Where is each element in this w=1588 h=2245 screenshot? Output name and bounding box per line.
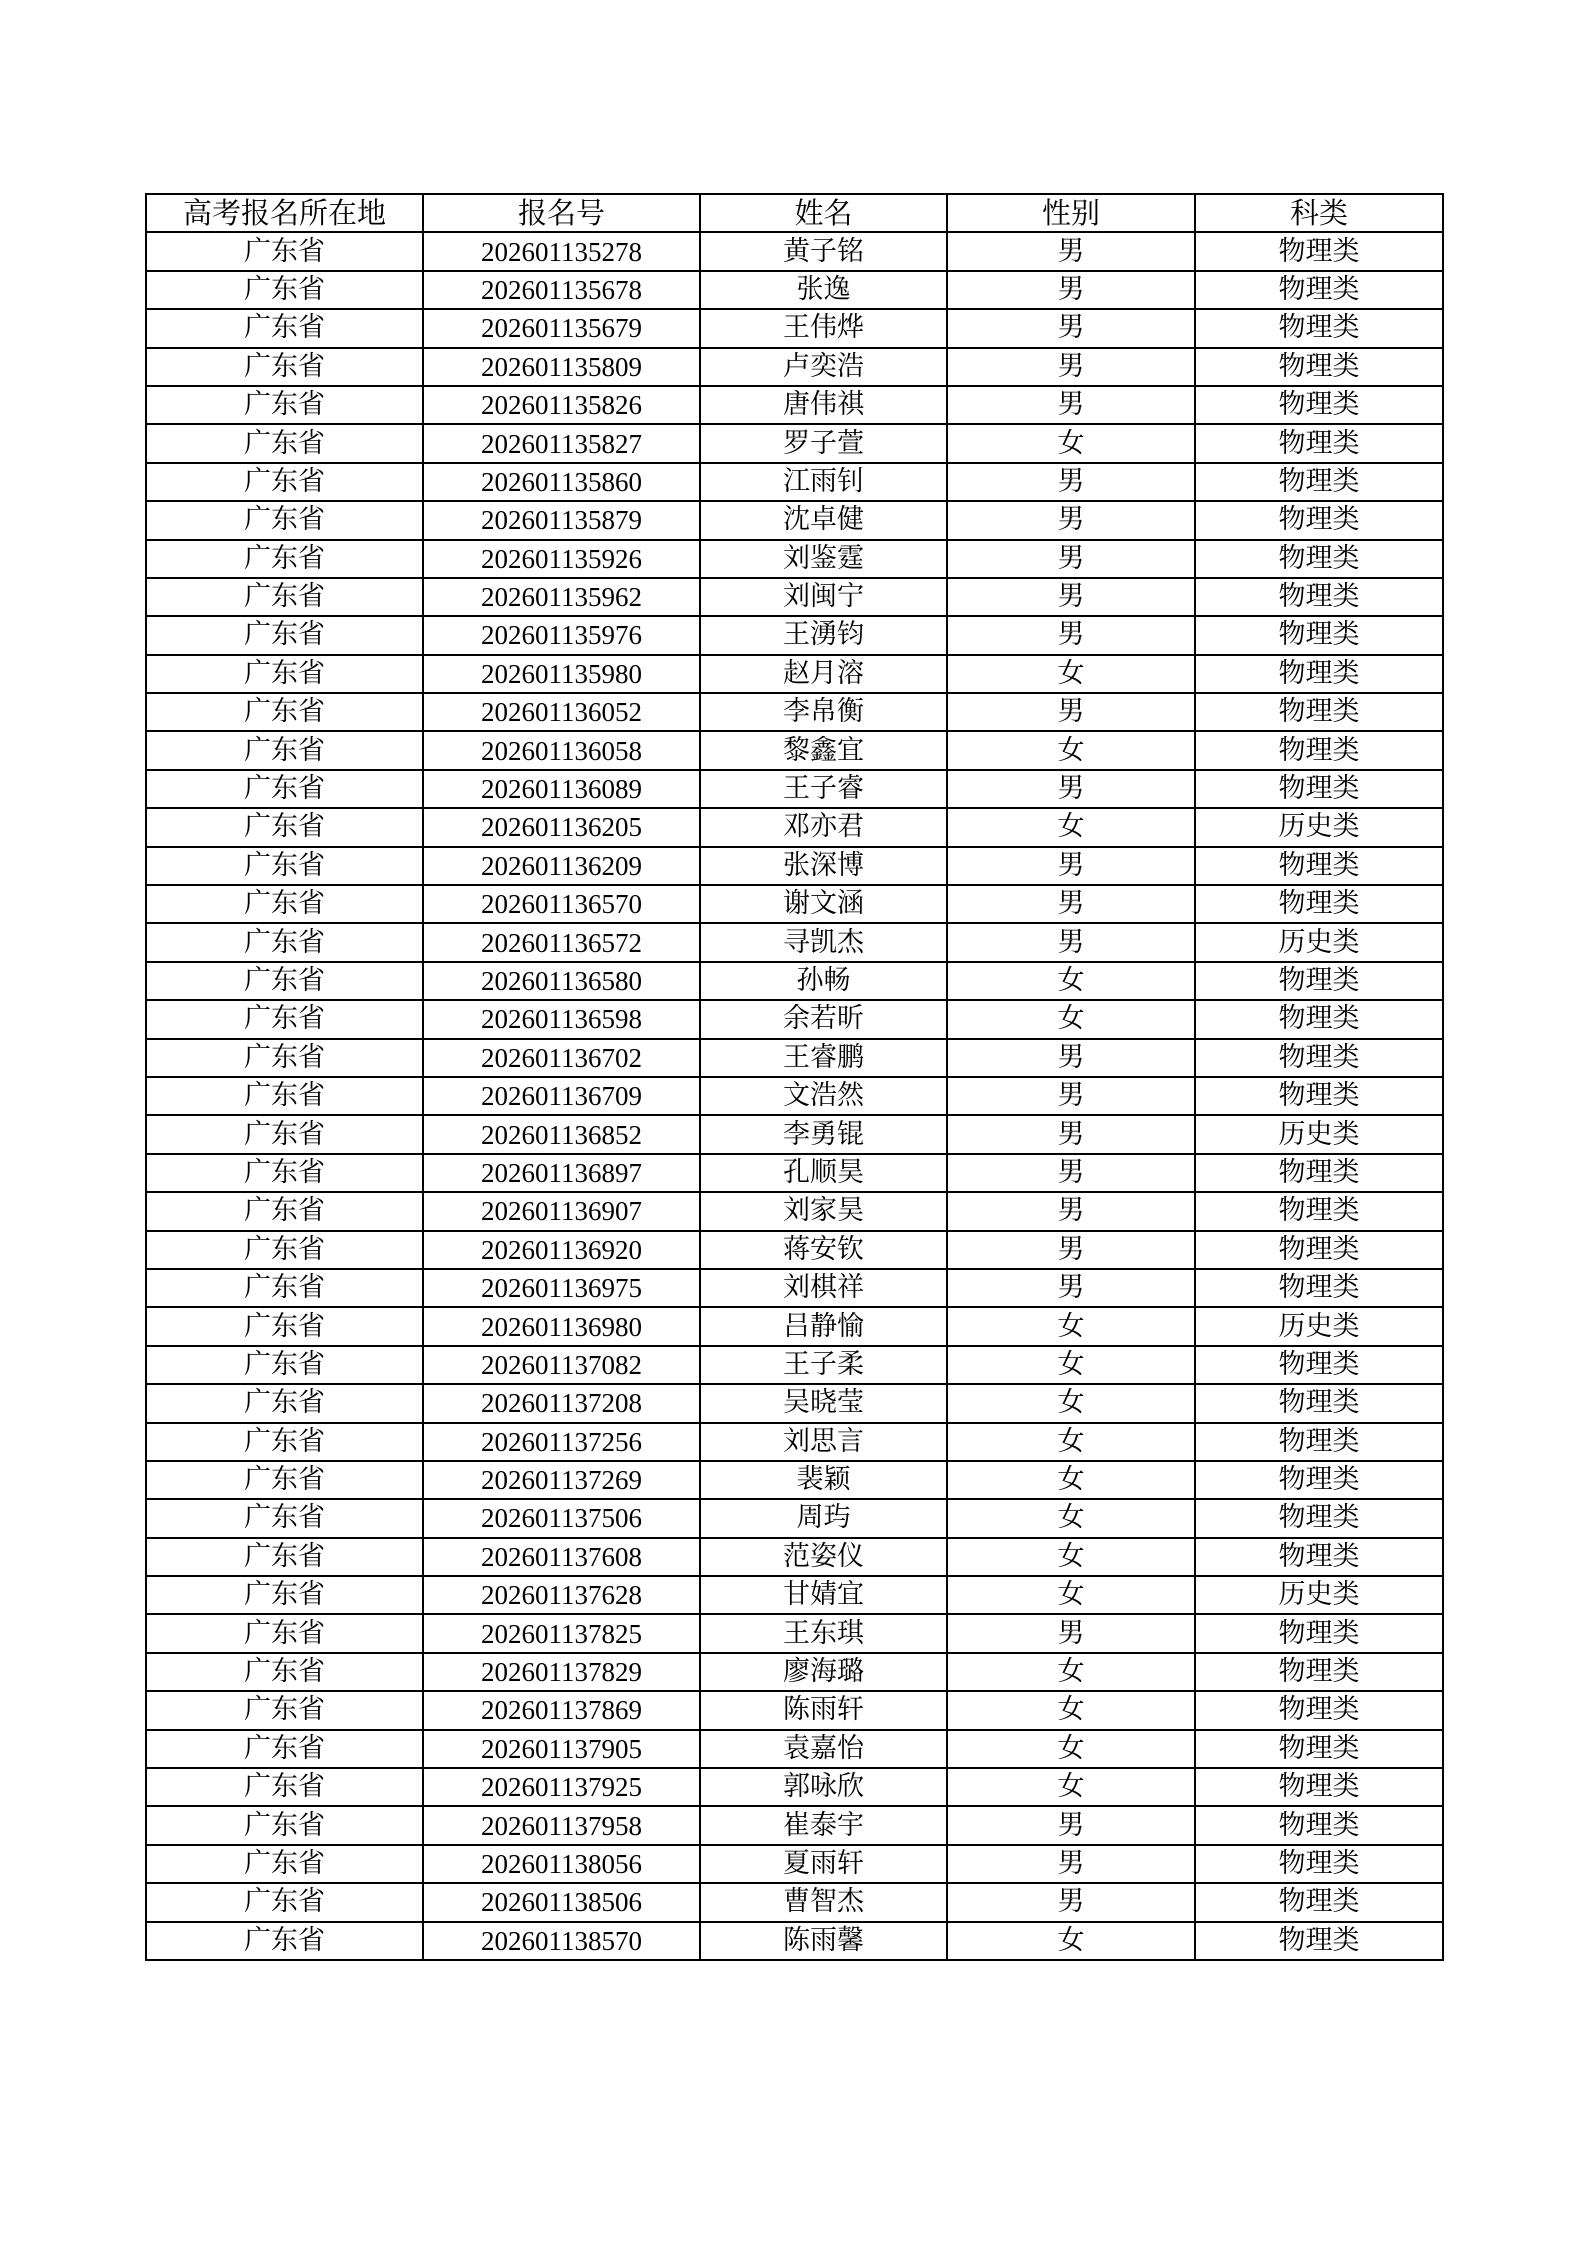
registration-number-cell: 202601136209 [423,847,700,885]
subject-category-cell: 物理类 [1195,1461,1443,1499]
location-cell: 广东省 [146,1538,423,1576]
registration-number-cell: 202601137825 [423,1614,700,1652]
name-cell: 赵月溶 [700,655,947,693]
name-cell: 沈卓健 [700,501,947,539]
table-row [146,232,1443,270]
subject-category-cell: 历史类 [1195,1115,1443,1153]
subject-category-cell: 物理类 [1195,885,1443,923]
gender-cell: 男 [947,1269,1195,1307]
location-cell: 广东省 [146,1269,423,1307]
name-cell: 江雨钊 [700,463,947,501]
table-row [146,962,1443,1000]
location-cell: 广东省 [146,1691,423,1729]
gender-cell: 男 [947,348,1195,386]
table-row [146,655,1443,693]
name-cell: 李勇锟 [700,1115,947,1153]
registration-number-cell: 202601136852 [423,1115,700,1153]
table-body [146,232,1443,1960]
location-cell: 广东省 [146,1307,423,1345]
registration-number-cell: 202601137269 [423,1461,700,1499]
gender-cell: 男 [947,1115,1195,1153]
subject-category-cell: 物理类 [1195,1883,1443,1921]
name-cell: 李帛衡 [700,693,947,731]
gender-cell: 男 [947,501,1195,539]
gender-cell: 男 [947,770,1195,808]
subject-category-cell: 物理类 [1195,731,1443,769]
subject-category-cell: 物理类 [1195,1922,1443,1960]
registration-number-cell: 202601136572 [423,923,700,961]
location-cell: 广东省 [146,1576,423,1614]
location-cell: 广东省 [146,1039,423,1077]
name-cell: 崔泰宇 [700,1806,947,1844]
name-cell: 黄子铭 [700,232,947,270]
table-row [146,885,1443,923]
location-cell: 广东省 [146,693,423,731]
table-row [146,1039,1443,1077]
table-row [146,693,1443,731]
registration-number-cell: 202601137925 [423,1768,700,1806]
table-row [146,1000,1443,1038]
gender-cell: 女 [947,1423,1195,1461]
table-row [146,1346,1443,1384]
gender-cell: 男 [947,1231,1195,1269]
registration-number-cell: 202601137208 [423,1384,700,1422]
subject-category-cell: 物理类 [1195,1192,1443,1230]
registration-number-cell: 202601135976 [423,616,700,654]
location-cell: 广东省 [146,501,423,539]
name-cell: 陈雨馨 [700,1922,947,1960]
name-cell: 卢奕浩 [700,348,947,386]
location-cell: 广东省 [146,847,423,885]
subject-category-cell: 物理类 [1195,232,1443,270]
header-name: 姓名 [700,194,947,232]
gender-cell: 女 [947,808,1195,846]
name-cell: 寻凯杰 [700,923,947,961]
table-row [146,1307,1443,1345]
name-cell: 张逸 [700,271,947,309]
name-cell: 刘家昊 [700,1192,947,1230]
name-cell: 黎鑫宜 [700,731,947,769]
registration-number-cell: 202601135278 [423,232,700,270]
subject-category-cell: 物理类 [1195,463,1443,501]
gender-cell: 女 [947,1576,1195,1614]
subject-category-cell: 物理类 [1195,1499,1443,1537]
subject-category-cell: 物理类 [1195,1691,1443,1729]
location-cell: 广东省 [146,578,423,616]
name-cell: 周玙 [700,1499,947,1537]
gender-cell: 女 [947,424,1195,462]
gender-cell: 男 [947,386,1195,424]
name-cell: 裴颖 [700,1461,947,1499]
gender-cell: 男 [947,1845,1195,1883]
gender-cell: 男 [947,1154,1195,1192]
subject-category-cell: 物理类 [1195,1269,1443,1307]
location-cell: 广东省 [146,386,423,424]
registration-number-cell: 202601138570 [423,1922,700,1960]
registration-number-cell: 202601135860 [423,463,700,501]
registration-number-cell: 202601136709 [423,1077,700,1115]
location-cell: 广东省 [146,1000,423,1038]
name-cell: 刘闽宁 [700,578,947,616]
table-row [146,1653,1443,1691]
location-cell: 广东省 [146,770,423,808]
table-row [146,923,1443,961]
name-cell: 甘婧宜 [700,1576,947,1614]
registration-number-cell: 202601137869 [423,1691,700,1729]
subject-category-cell: 物理类 [1195,962,1443,1000]
gender-cell: 男 [947,1077,1195,1115]
subject-category-cell: 物理类 [1195,1653,1443,1691]
registration-number-cell: 202601135980 [423,655,700,693]
name-cell: 谢文涵 [700,885,947,923]
gender-cell: 女 [947,1768,1195,1806]
table-row [146,309,1443,347]
gender-cell: 男 [947,885,1195,923]
gender-cell: 女 [947,1730,1195,1768]
registration-number-cell: 202601135679 [423,309,700,347]
location-cell: 广东省 [146,1077,423,1115]
header-gender: 性别 [947,194,1195,232]
subject-category-cell: 历史类 [1195,1307,1443,1345]
subject-category-cell: 物理类 [1195,578,1443,616]
location-cell: 广东省 [146,271,423,309]
gender-cell: 男 [947,271,1195,309]
location-cell: 广东省 [146,1730,423,1768]
name-cell: 余若昕 [700,1000,947,1038]
table-row [146,348,1443,386]
location-cell: 广东省 [146,1499,423,1537]
subject-category-cell: 物理类 [1195,770,1443,808]
table-row [146,1499,1443,1537]
registration-number-cell: 202601135926 [423,540,700,578]
table-row [146,1922,1443,1960]
table-row [146,1538,1443,1576]
location-cell: 广东省 [146,616,423,654]
gender-cell: 女 [947,1384,1195,1422]
gender-cell: 男 [947,1192,1195,1230]
subject-category-cell: 物理类 [1195,1000,1443,1038]
registration-number-cell: 202601135826 [423,386,700,424]
registration-number-cell: 202601136907 [423,1192,700,1230]
name-cell: 孙畅 [700,962,947,1000]
location-cell: 广东省 [146,1806,423,1844]
registration-number-cell: 202601137829 [423,1653,700,1691]
name-cell: 王子睿 [700,770,947,808]
location-cell: 广东省 [146,923,423,961]
subject-category-cell: 历史类 [1195,923,1443,961]
name-cell: 孔顺昊 [700,1154,947,1192]
name-cell: 唐伟祺 [700,386,947,424]
subject-category-cell: 物理类 [1195,1384,1443,1422]
admission-roster-table [145,193,1444,1961]
subject-category-cell: 物理类 [1195,271,1443,309]
table-row [146,540,1443,578]
location-cell: 广东省 [146,1922,423,1960]
gender-cell: 男 [947,463,1195,501]
name-cell: 王东琪 [700,1614,947,1652]
registration-number-cell: 202601136052 [423,693,700,731]
subject-category-cell: 物理类 [1195,540,1443,578]
table-row [146,1231,1443,1269]
table-row [146,424,1443,462]
name-cell: 王睿鹏 [700,1039,947,1077]
table-row [146,1269,1443,1307]
registration-number-cell: 202601135809 [423,348,700,386]
location-cell: 广东省 [146,1115,423,1153]
name-cell: 王湧钧 [700,616,947,654]
table-row [146,1845,1443,1883]
name-cell: 刘棋祥 [700,1269,947,1307]
registration-number-cell: 202601136570 [423,885,700,923]
registration-number-cell: 202601136897 [423,1154,700,1192]
location-cell: 广东省 [146,540,423,578]
table-row [146,1192,1443,1230]
subject-category-cell: 物理类 [1195,1039,1443,1077]
registration-number-cell: 202601136598 [423,1000,700,1038]
subject-category-cell: 物理类 [1195,1077,1443,1115]
table-row [146,616,1443,654]
subject-category-cell: 历史类 [1195,808,1443,846]
table-row [146,808,1443,846]
name-cell: 陈雨轩 [700,1691,947,1729]
subject-category-cell: 物理类 [1195,1538,1443,1576]
registration-number-cell: 202601135678 [423,271,700,309]
subject-category-cell: 物理类 [1195,847,1443,885]
gender-cell: 男 [947,1806,1195,1844]
table-row [146,1806,1443,1844]
table-header-row [146,194,1443,232]
subject-category-cell: 物理类 [1195,1154,1443,1192]
table-row [146,1691,1443,1729]
gender-cell: 男 [947,847,1195,885]
registration-number-cell: 202601136975 [423,1269,700,1307]
name-cell: 曹智杰 [700,1883,947,1921]
name-cell: 吕静愉 [700,1307,947,1345]
location-cell: 广东省 [146,1231,423,1269]
name-cell: 廖海璐 [700,1653,947,1691]
subject-category-cell: 物理类 [1195,1768,1443,1806]
table-row [146,463,1443,501]
name-cell: 夏雨轩 [700,1845,947,1883]
table-row [146,1423,1443,1461]
table-row [146,1115,1443,1153]
subject-category-cell: 物理类 [1195,501,1443,539]
gender-cell: 男 [947,1039,1195,1077]
registration-number-cell: 202601138056 [423,1845,700,1883]
location-cell: 广东省 [146,1845,423,1883]
name-cell: 郭咏欣 [700,1768,947,1806]
gender-cell: 女 [947,1922,1195,1960]
table-row [146,1384,1443,1422]
name-cell: 王伟烨 [700,309,947,347]
location-cell: 广东省 [146,1423,423,1461]
gender-cell: 女 [947,1499,1195,1537]
location-cell: 广东省 [146,885,423,923]
header-subject-category: 科类 [1195,194,1443,232]
location-cell: 广东省 [146,1653,423,1691]
location-cell: 广东省 [146,1461,423,1499]
location-cell: 广东省 [146,1154,423,1192]
registration-number-cell: 202601136702 [423,1039,700,1077]
name-cell: 刘思言 [700,1423,947,1461]
table-row [146,731,1443,769]
gender-cell: 女 [947,962,1195,1000]
gender-cell: 女 [947,1461,1195,1499]
location-cell: 广东省 [146,424,423,462]
name-cell: 邓亦君 [700,808,947,846]
registration-number-cell: 202601137905 [423,1730,700,1768]
name-cell: 袁嘉怡 [700,1730,947,1768]
table-row [146,578,1443,616]
registration-number-cell: 202601135879 [423,501,700,539]
registration-number-cell: 202601136580 [423,962,700,1000]
subject-category-cell: 物理类 [1195,1231,1443,1269]
table-row [146,847,1443,885]
name-cell: 文浩然 [700,1077,947,1115]
gender-cell: 男 [947,1614,1195,1652]
header-registration-location: 高考报名所在地 [146,194,423,232]
subject-category-cell: 物理类 [1195,1845,1443,1883]
subject-category-cell: 物理类 [1195,309,1443,347]
gender-cell: 女 [947,731,1195,769]
table-row [146,1730,1443,1768]
table-row [146,1883,1443,1921]
registration-number-cell: 202601137608 [423,1538,700,1576]
location-cell: 广东省 [146,1192,423,1230]
table-row [146,1768,1443,1806]
subject-category-cell: 物理类 [1195,1423,1443,1461]
subject-category-cell: 物理类 [1195,424,1443,462]
location-cell: 广东省 [146,463,423,501]
location-cell: 广东省 [146,731,423,769]
registration-number-cell: 202601136058 [423,731,700,769]
location-cell: 广东省 [146,1384,423,1422]
gender-cell: 女 [947,1346,1195,1384]
registration-number-cell: 202601135827 [423,424,700,462]
registration-number-cell: 202601136089 [423,770,700,808]
subject-category-cell: 物理类 [1195,1730,1443,1768]
gender-cell: 女 [947,1653,1195,1691]
registration-number-cell: 202601137256 [423,1423,700,1461]
registration-number-cell: 202601137082 [423,1346,700,1384]
registration-number-cell: 202601136920 [423,1231,700,1269]
location-cell: 广东省 [146,1768,423,1806]
subject-category-cell: 物理类 [1195,1346,1443,1384]
subject-category-cell: 物理类 [1195,616,1443,654]
gender-cell: 女 [947,1307,1195,1345]
registration-number-cell: 202601137506 [423,1499,700,1537]
table-row [146,1614,1443,1652]
name-cell: 王子柔 [700,1346,947,1384]
gender-cell: 女 [947,1691,1195,1729]
subject-category-cell: 物理类 [1195,348,1443,386]
gender-cell: 男 [947,1883,1195,1921]
location-cell: 广东省 [146,655,423,693]
registration-number-cell: 202601135962 [423,578,700,616]
location-cell: 广东省 [146,1614,423,1652]
gender-cell: 女 [947,1538,1195,1576]
subject-category-cell: 历史类 [1195,1576,1443,1614]
table-row [146,770,1443,808]
location-cell: 广东省 [146,309,423,347]
table-row [146,1576,1443,1614]
table-row [146,271,1443,309]
gender-cell: 男 [947,232,1195,270]
table-row [146,1077,1443,1115]
subject-category-cell: 物理类 [1195,655,1443,693]
registration-number-cell: 202601138506 [423,1883,700,1921]
name-cell: 范姿仪 [700,1538,947,1576]
name-cell: 吴晓莹 [700,1384,947,1422]
registration-number-cell: 202601137958 [423,1806,700,1844]
gender-cell: 女 [947,1000,1195,1038]
location-cell: 广东省 [146,232,423,270]
name-cell: 张深博 [700,847,947,885]
table-row [146,386,1443,424]
name-cell: 蒋安钦 [700,1231,947,1269]
gender-cell: 男 [947,693,1195,731]
gender-cell: 男 [947,540,1195,578]
registration-number-cell: 202601136205 [423,808,700,846]
registration-number-cell: 202601137628 [423,1576,700,1614]
location-cell: 广东省 [146,808,423,846]
subject-category-cell: 物理类 [1195,386,1443,424]
name-cell: 罗子萱 [700,424,947,462]
registration-number-cell: 202601136980 [423,1307,700,1345]
location-cell: 广东省 [146,1883,423,1921]
gender-cell: 男 [947,578,1195,616]
gender-cell: 男 [947,309,1195,347]
header-registration-number: 报名号 [423,194,700,232]
gender-cell: 男 [947,923,1195,961]
subject-category-cell: 物理类 [1195,693,1443,731]
subject-category-cell: 物理类 [1195,1614,1443,1652]
table-row [146,501,1443,539]
gender-cell: 男 [947,616,1195,654]
location-cell: 广东省 [146,348,423,386]
gender-cell: 女 [947,655,1195,693]
subject-category-cell: 物理类 [1195,1806,1443,1844]
table-row [146,1154,1443,1192]
location-cell: 广东省 [146,962,423,1000]
location-cell: 广东省 [146,1346,423,1384]
name-cell: 刘鉴霆 [700,540,947,578]
table-row [146,1461,1443,1499]
